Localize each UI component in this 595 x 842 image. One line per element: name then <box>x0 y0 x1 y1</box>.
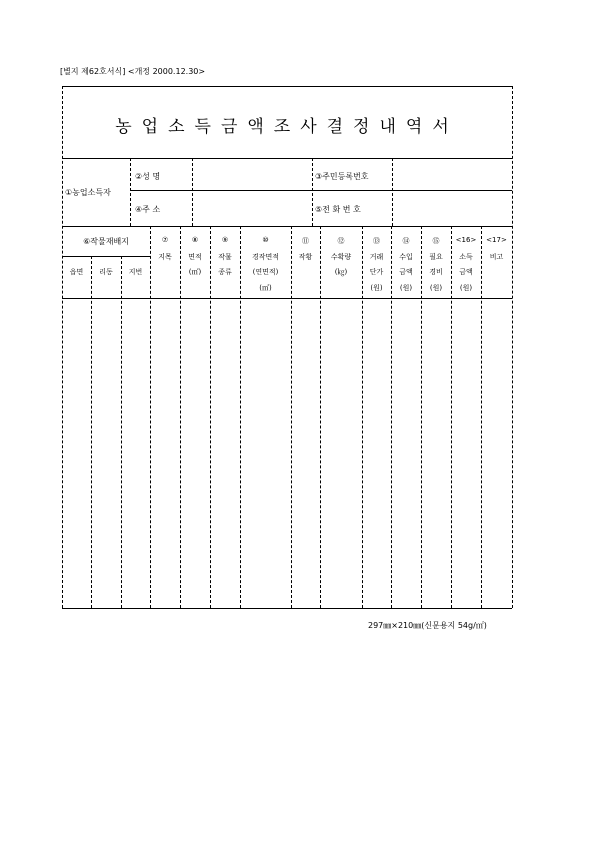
frame-top-border <box>62 86 512 87</box>
cultivated-area-header: 경작면적 <box>251 253 280 261</box>
owner-section-bottom <box>62 226 512 227</box>
col-divider-17 <box>481 226 482 608</box>
col-divider-8 <box>180 226 181 608</box>
col-divider-9 <box>210 226 211 608</box>
table-header-bottom <box>62 298 512 299</box>
unit-price-unit: (원) <box>370 284 383 292</box>
area-header: 면적 <box>188 253 202 261</box>
col13-number: ⑬ <box>373 237 380 245</box>
col10-number: ⑩ <box>262 236 269 244</box>
harvest-header: 수확량 <box>330 253 352 261</box>
resident-number-label: ③주민등록번호 <box>315 172 369 181</box>
col9-number: ⑨ <box>221 236 229 244</box>
frame-right-border <box>512 86 513 608</box>
expenses-header: 경비 <box>429 268 443 276</box>
revenue-amount-header: 금액 <box>399 268 413 276</box>
income-header: 소득 <box>459 253 473 261</box>
total-area-header: (연면적) <box>252 268 279 276</box>
remarks-header: 비고 <box>489 253 504 261</box>
expenses-unit: (원) <box>429 284 443 292</box>
crop-header: 작물 <box>218 253 232 261</box>
necessary-header: 필요 <box>429 253 443 261</box>
crop-condition-header: 작황 <box>298 253 313 261</box>
ri-dong-header: 리동 <box>99 268 113 276</box>
owner-right-label-divider <box>392 158 393 226</box>
col7-number: ⑦ <box>161 236 169 244</box>
revenue-header: 수입 <box>399 253 413 261</box>
land-category-header: 지목 <box>158 253 172 261</box>
col12-number: ⑫ <box>337 237 345 245</box>
address-label: ④주 소 <box>135 205 161 214</box>
col14-number: ⑭ <box>402 237 410 245</box>
owner-label-divider <box>192 158 193 226</box>
col-divider-12 <box>320 226 321 608</box>
col-divider-7 <box>150 226 151 608</box>
col8-number: ⑧ <box>191 236 199 244</box>
name-label: ②성 명 <box>135 172 161 181</box>
document-title: 농업소득금액조사결정내역서 <box>115 117 459 137</box>
income-amount-header: 금액 <box>459 268 473 276</box>
cultivation-site-header: ⑥작물재배지 <box>83 237 129 246</box>
col-divider-6c <box>121 256 122 608</box>
col11-number: ⑪ <box>302 237 309 245</box>
area-unit: (㎡) <box>188 268 202 276</box>
owner-mid-divider <box>130 190 512 191</box>
col-divider-6b <box>91 256 92 608</box>
harvest-unit: (㎏) <box>334 268 348 276</box>
frame-bottom-border <box>62 608 512 609</box>
col15-number: ⑮ <box>432 237 440 245</box>
owner-group-divider <box>130 158 131 226</box>
phone-label: ⑤전 화 번 호 <box>315 205 361 214</box>
crop-type-header: 종류 <box>218 268 232 276</box>
paper-spec-footer: 297㎜×210㎜(신문용지 54g/㎡) <box>368 621 487 630</box>
cultivated-area-unit: (㎡) <box>259 284 272 292</box>
eup-myeon-header: 읍면 <box>69 268 84 276</box>
col16-number: <16> <box>455 236 477 244</box>
lot-number-header: 지번 <box>128 268 143 276</box>
owner-group-label: ①농업소득자 <box>65 188 111 197</box>
col-divider-11 <box>291 226 292 608</box>
cultivation-site-subheader-line <box>62 256 150 257</box>
form-number-label: [별지 제62호서식] <개정 2000.12.30> <box>60 67 206 76</box>
owner-center-divider <box>312 158 313 226</box>
revenue-unit: (원) <box>399 284 413 292</box>
income-unit: (원) <box>459 284 473 292</box>
frame-left-border <box>62 86 63 608</box>
trade-header: 거래 <box>369 253 384 261</box>
unit-price-header: 단가 <box>369 268 384 276</box>
col17-number: <17> <box>486 236 507 244</box>
